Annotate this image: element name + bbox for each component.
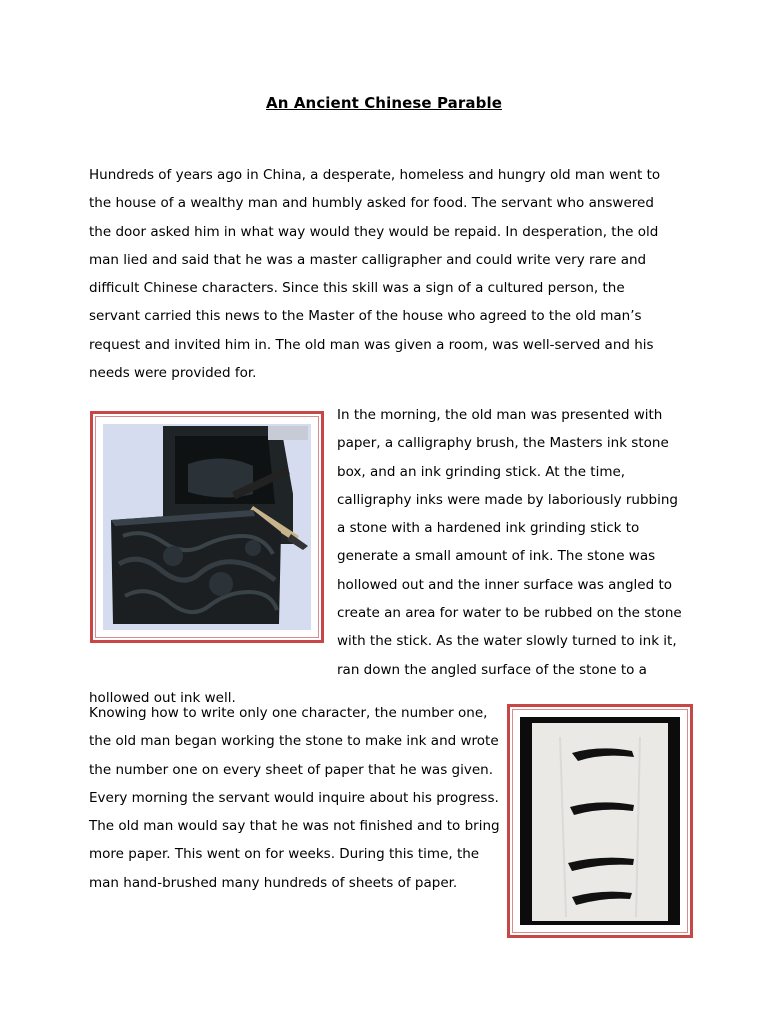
paragraph-intro: Hundreds of years ago in China, a desperate, homeless and hungry old man went to the house of a wealthy man and humbly asked for food. The servant who answered the door asked him in what way would they would be repaid. In desperation, the old man lied and said that he was a master calligrapher and could write very rare and difficult Chinese characters. Since this skill was a sign of a cultured person, the servant carried this news to the Master of the house who agreed to the old man’s request and invited him in. The old man was given a room, was well-served and his needs were provided for.: [89, 167, 661, 382]
calligraphy-photo-frame: [507, 704, 693, 938]
ink-stone-photo-frame: [90, 411, 324, 643]
calligraphy-photo: [520, 717, 680, 925]
paragraph-number-one: Knowing how to write only one character, the number one, the old man began working the stone to make ink and wrote the number one on every sheet of paper that he was given. Every morning the servant would inquire about his progress. The old man would say that he was not finished and to bring more paper. This went on for weeks. During this time, the man hand-brushed many hundreds of sheets of paper.: [89, 705, 500, 891]
paragraph-ink-stone-text: In the morning, the old man was presented with paper, a calligraphy brush, the Masters ink stone box, and an ink grinding stick. At the time, calligraphy inks were made by laboriously rubbing a stone with a hardened ink grinding stick to generate a small amount of ink. The stone was hollowed out and the inner surface was angled to create an area for water to be rubbed on the stone with the stick. As the water slowly turned to ink it, ran down the angled surface of the stone to a hollowed out ink well.: [89, 407, 682, 706]
document-title: An Ancient Chinese Parable: [266, 94, 502, 112]
ink-stone-photo: [103, 424, 311, 630]
